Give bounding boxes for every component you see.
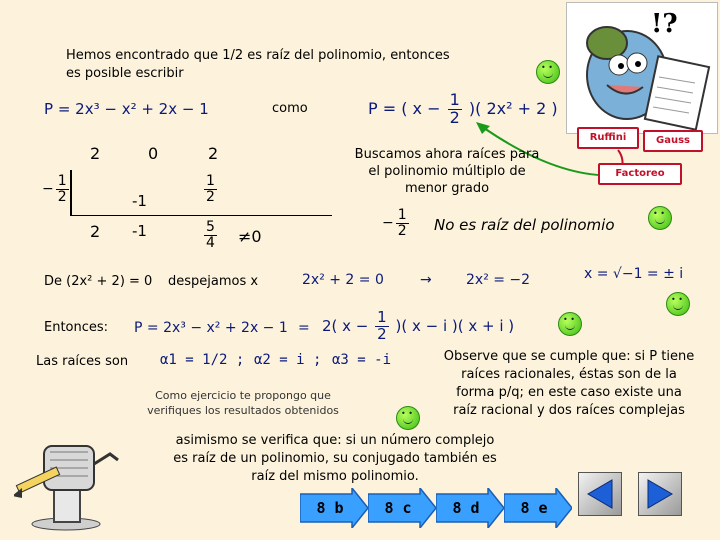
- tag-ruffini[interactable]: Ruffini: [577, 127, 639, 149]
- arrow-icon: →: [420, 272, 432, 288]
- smiley-icon: [536, 60, 560, 84]
- no-raiz-text: No es raíz del polinomio: [434, 216, 615, 234]
- asimismo-line-3: raíz del mismo polinomio.: [251, 469, 419, 484]
- pencil-sharpener-illustration: [14, 424, 124, 532]
- entonces-right-suffix: )( x − i )( x + i ): [395, 316, 515, 335]
- no-raiz-minus: −: [382, 215, 394, 232]
- factored-den: 2: [449, 107, 460, 127]
- smiley-icon: [648, 206, 672, 230]
- entonces-num: 1: [377, 308, 387, 326]
- asimismo-line-2: es raíz de un polinomio, su conjugado también es: [173, 451, 497, 466]
- raices-label: Las raíces son: [36, 354, 129, 369]
- ejercicio-text: [128, 388, 358, 418]
- smiley-icon: [558, 312, 582, 336]
- ruffini-vertical-line: [70, 170, 72, 216]
- ruffini-result: [202, 220, 219, 250]
- no-raiz-den: 2: [397, 222, 407, 239]
- observe-line-4: raíz racional y dos raíces complejas: [453, 403, 685, 418]
- buscamos-line-2: el polinomio múltiplo de: [368, 164, 526, 179]
- nav-button-8b[interactable]: [300, 488, 368, 528]
- nav-button-label: 8 b: [316, 499, 344, 517]
- ruffini-root-num: 1: [57, 173, 67, 189]
- entonces-right: [322, 310, 514, 343]
- ruffini-frac-den: 2: [206, 188, 215, 205]
- nav-button-label: 8 e: [520, 499, 548, 517]
- raiz-3: α3 = -i: [332, 352, 392, 368]
- ruffini-root: − $\frac{1}{2}$: [42, 173, 67, 205]
- de-label: De (2x² + 2) = 0: [44, 274, 153, 289]
- entonces-label: Entonces:: [44, 320, 109, 335]
- observe-line-1: Observe que se cumple que: si P tiene: [443, 349, 695, 364]
- ruffini-row1-a: 2: [90, 144, 101, 163]
- entonces-left: P = 2x³ − x² + 2x − 1: [134, 320, 288, 336]
- despejamos-label: despejamos x: [168, 274, 259, 289]
- pencil-sharpener-icon: [14, 424, 124, 532]
- buscamos-text: [336, 146, 558, 197]
- ejercicio-line-2: verifiques los resultados obtenidos: [147, 404, 339, 417]
- ejercicio-line-1: Como ejercicio te propongo que: [155, 389, 331, 402]
- equation-2: 2x² = −2: [466, 272, 531, 288]
- thinking-character-icon: [567, 3, 717, 133]
- tag-gauss[interactable]: Gauss: [643, 130, 703, 152]
- intro-line-2: es posible escribir: [66, 66, 184, 81]
- ruffini-table: [40, 140, 340, 275]
- ruffini-row1-c: 2: [208, 144, 219, 163]
- ruffini-frac-num: 1: [206, 173, 215, 189]
- entonces-right-prefix: 2( x −: [322, 316, 369, 335]
- intro-text: [66, 47, 450, 83]
- triangle-left-icon: [584, 478, 616, 510]
- ruffini-frac: [202, 174, 219, 204]
- ruffini-horizontal-line: [70, 215, 332, 216]
- nav-button-8d[interactable]: [436, 488, 504, 528]
- previous-button[interactable]: [578, 472, 622, 516]
- ruffini-row3-a: 2: [90, 222, 101, 241]
- factored-suffix: )( 2x² + 2 ): [468, 98, 558, 118]
- tag-factoreo[interactable]: Factoreo: [598, 163, 682, 185]
- raiz-2: α2 = i ;: [254, 352, 322, 368]
- entonces-equals: =: [298, 320, 310, 336]
- no-raiz-fraction: [382, 208, 411, 238]
- thought-bubble: !?: [651, 9, 678, 39]
- smiley-icon: [666, 292, 690, 316]
- no-raiz-num: 1: [397, 207, 407, 223]
- ruffini-row3-b: -1: [132, 222, 147, 240]
- thinking-character-illustration: [566, 2, 718, 134]
- asimismo-line-1: asimismo se verifica que: si un número complejo: [175, 433, 495, 448]
- smiley-icon: [396, 406, 420, 430]
- factored-prefix: P = ( x −: [368, 98, 441, 118]
- ruffini-root-den: 2: [57, 188, 67, 205]
- nav-button-label: 8 c: [384, 499, 412, 517]
- ruffini-mid: -1: [132, 192, 147, 210]
- nav-button-label: 8 d: [452, 499, 480, 517]
- equation-3: x = √−1 = ± i: [584, 266, 684, 282]
- factored-num: 1: [449, 90, 460, 109]
- asimismo-text: [150, 432, 520, 486]
- como-label: como: [272, 101, 308, 116]
- ruffini-neq-zero: ≠0: [238, 227, 262, 246]
- raiz-1: α1 = 1/2 ;: [160, 352, 245, 368]
- ruffini-row1-b: 0: [148, 144, 159, 163]
- observe-line-2: raíces racionales, éstas son de la: [461, 367, 677, 382]
- equation-1: 2x² + 2 = 0: [302, 272, 384, 288]
- observe-text: [424, 348, 714, 420]
- entonces-den: 2: [377, 324, 387, 343]
- ruffini-res-num: 5: [206, 219, 215, 235]
- observe-line-3: forma p/q; en este caso existe una: [456, 385, 682, 400]
- nav-button-8e[interactable]: [504, 488, 572, 528]
- intro-line-1: Hemos encontrado que 1/2 es raíz del polinomio, entonces: [66, 48, 450, 63]
- buscamos-line-1: Buscamos ahora raíces para: [354, 147, 540, 162]
- next-button[interactable]: [638, 472, 682, 516]
- nav-button-8c[interactable]: [368, 488, 436, 528]
- ruffini-res-den: 4: [206, 234, 215, 251]
- buscamos-line-3: menor grado: [404, 181, 490, 196]
- polynomial-formula: P = 2x³ − x² + 2x − 1: [44, 100, 209, 118]
- triangle-right-icon: [644, 478, 676, 510]
